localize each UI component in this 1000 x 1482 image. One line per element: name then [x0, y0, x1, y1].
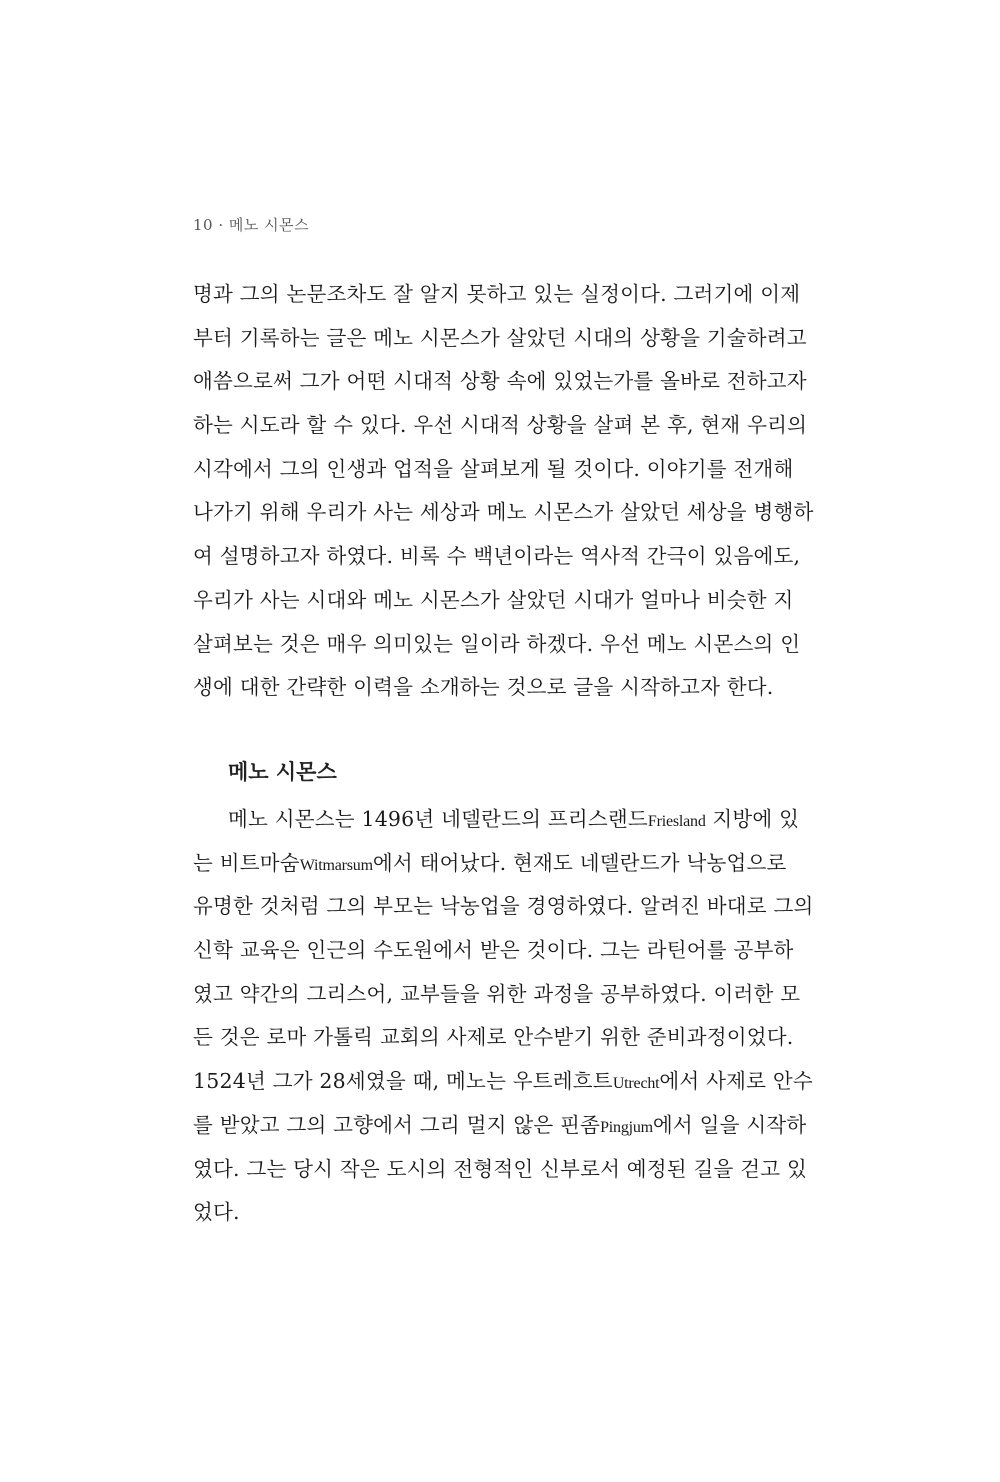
paragraph-line: 든 것은 로마 가톨릭 교회의 사제로 안수받기 위한 준비과정이었다. — [193, 1025, 794, 1050]
running-head: 10 · 메노 시몬스 — [193, 216, 310, 234]
paragraph-line: 부터 기록하는 글은 메노 시몬스가 살았던 시대의 상황을 기술하려고 — [193, 325, 807, 350]
line-text: 에서 사제로 안수 — [659, 1069, 813, 1094]
paragraph-line: 유명한 것처럼 그의 부모는 낙농업을 경영하였다. 알려진 바대로 그의 — [193, 894, 814, 919]
latin-term: Witmarsum — [299, 856, 373, 874]
line-text: 를 받았고 그의 고향에서 그리 멀지 않은 핀좀 — [193, 1112, 601, 1137]
paragraph-line: 여 설명하고자 하였다. 비록 수 백년이라는 역사적 간극이 있음에도, — [193, 544, 801, 569]
latin-term: Friesland — [647, 813, 706, 830]
line-text: 에서 일을 시작하 — [652, 1112, 807, 1137]
latin-term: Pingjum — [600, 1118, 653, 1136]
line-text: 는 비트마숨 — [193, 850, 300, 875]
paragraph-line: 신학 교육은 인근의 수도원에서 받은 것이다. 그는 라틴어를 공부하 — [193, 938, 794, 963]
paragraph-line: 하는 시도라 할 수 있다. 우선 시대적 상황을 살펴 본 후, 현재 우리의 — [193, 413, 808, 438]
section-heading: 메노 시몬스 — [228, 760, 337, 784]
line-text: 에서 태어났다. 현재도 네델란드가 낙농업으로 — [372, 850, 787, 875]
line-text: 지방에 있 — [705, 807, 800, 831]
paragraph-line: 나가기 위해 우리가 사는 세상과 메노 시몬스가 살았던 세상을 병행하 — [193, 500, 814, 525]
paragraph-line: 었다. — [193, 1200, 240, 1225]
paragraph-line — [193, 844, 787, 888]
paragraph-line: 애씀으로써 그가 어떤 시대적 상황 속에 있었는가를 올바로 전하고자 — [193, 369, 807, 394]
paragraph-line: 였다. 그는 당시 작은 도시의 전형적인 신부로서 예정된 길을 걷고 있 — [193, 1156, 807, 1181]
paragraph-line — [193, 800, 800, 844]
paragraph-line: 우리가 사는 시대와 메노 시몬스가 살았던 시대가 얼마나 비슷한 지 — [193, 587, 794, 612]
paragraph-line: 시각에서 그의 인생과 업적을 살펴보게 될 것이다. 이야기를 전개해 — [193, 456, 794, 481]
line-text: 메노 시몬스는 1496년 네델란드의 프리스랜드 — [228, 807, 648, 831]
paragraph-line — [193, 1106, 807, 1150]
paragraph-line: 명과 그의 논문조차도 잘 알지 못하고 있는 실정이다. 그러기에 이제 — [193, 282, 801, 306]
section-paragraph — [193, 800, 814, 1237]
paragraph-line — [193, 1062, 813, 1106]
paragraph-line: 생에 대한 간략한 이력을 소개하는 것으로 글을 시작하고자 한다. — [193, 675, 774, 700]
latin-term: Utrecht — [612, 1075, 660, 1093]
line-text: 1524년 그가 28세였을 때, 메노는 우트레흐트 — [193, 1069, 613, 1094]
intro-paragraph — [193, 275, 814, 712]
paragraph-line: 였고 약간의 그리스어, 교부들을 위한 과정을 공부하였다. 이러한 모 — [193, 981, 801, 1006]
paragraph-line: 살펴보는 것은 매우 의미있는 일이라 하겠다. 우선 메노 시몬스의 인 — [193, 631, 801, 656]
